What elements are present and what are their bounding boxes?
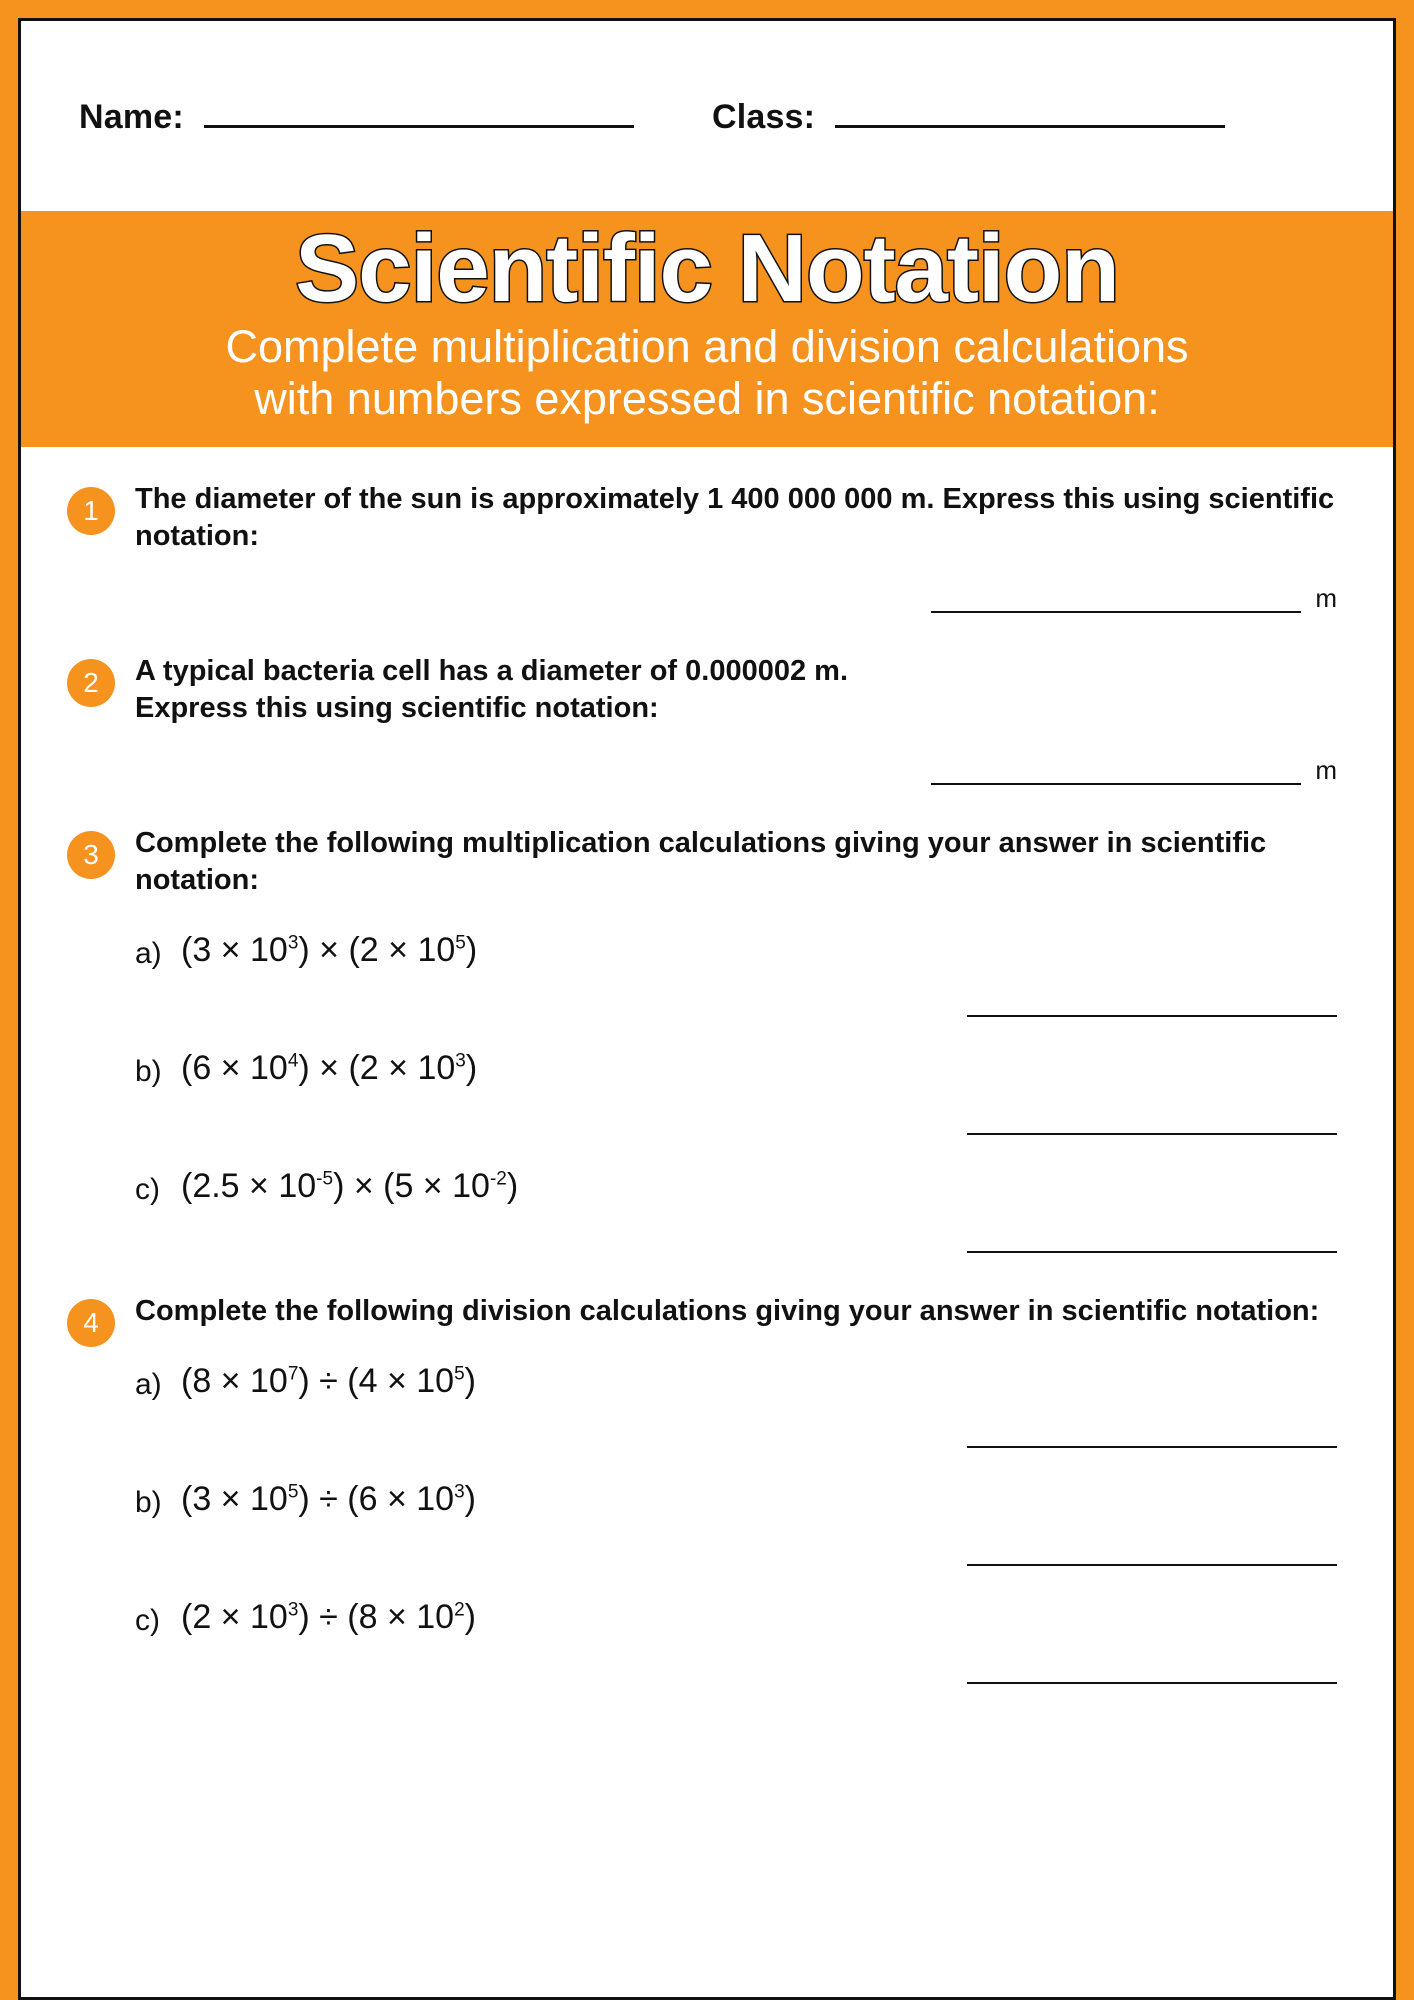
question-1-unit: m [1315,582,1337,613]
q4c-base1: (2 × 10 [181,1598,288,1637]
question-4 [67,1293,1353,1684]
q4b-mid: ) ÷ (6 × 10 [298,1480,455,1519]
question-4-part-a [135,1356,1353,1402]
question-3-part-b-label: b) [135,1055,162,1089]
question-4-part-b [135,1474,1353,1520]
q4a-mid: ) ÷ (4 × 10 [298,1362,455,1401]
question-3-part-b-answer-line[interactable] [967,1107,1337,1135]
spacer-1 [67,613,1353,653]
question-2-body [135,653,1353,727]
subtitle-line-2: with numbers expressed in scientific notation: [254,373,1160,425]
question-3-body [135,825,1353,1253]
student-id-bar [21,21,1393,211]
question-4-part-a-label: a) [135,1368,162,1402]
question-3-part-b-answer-row [135,1107,1353,1135]
q3a-end: ) [465,931,478,970]
q4a-exp2: 5 [454,1364,465,1386]
question-1-answer-row [67,582,1353,613]
q3b-mid: ) × (2 × 10 [298,1049,456,1088]
question-2-number: 2 [67,659,115,707]
subtitle-line-1: Complete multiplication and division calculations [225,320,1189,372]
question-1-answer-line[interactable] [931,585,1301,613]
q3b-end: ) [465,1049,478,1088]
question-4-part-b-label: b) [135,1486,162,1520]
worksheet-sheet [18,18,1396,2000]
q3b-exp2: 3 [455,1050,466,1072]
q4c-mid: ) ÷ (8 × 10 [298,1598,455,1637]
class-field-group [712,95,1225,137]
question-1-body [135,481,1353,555]
question-3-part-b [135,1043,1353,1089]
q3a-mid: ) × (2 × 10 [298,931,456,970]
q4a-base1: (8 × 10 [181,1362,288,1401]
question-4-number: 4 [67,1299,115,1347]
question-3-part-c-label: c) [135,1173,160,1207]
question-4-part-b-answer-row [135,1538,1353,1566]
question-4-part-c-answer-row [135,1656,1353,1684]
question-3-part-c-answer-row [135,1225,1353,1253]
q3c-exp2: -2 [489,1168,507,1190]
q3a-exp1: 3 [287,932,299,954]
q4b-end: ) [464,1480,476,1519]
question-3-part-c [135,1161,1353,1207]
q3c-base1: (2.5 × 10 [181,1167,317,1206]
question-4-part-c-answer-line[interactable] [967,1656,1337,1684]
name-label: Name: [79,98,184,136]
q4c-exp2: 2 [454,1600,465,1622]
q4a-end: ) [464,1362,476,1401]
name-input-line[interactable] [204,95,634,128]
q4b-base1: (3 × 10 [181,1480,288,1519]
q3c-end: ) [506,1167,519,1206]
q3b-base1: (6 × 10 [181,1049,288,1088]
question-4-part-c-label: c) [135,1604,160,1638]
q4a-exp1: 7 [287,1364,299,1386]
question-2-answer-row [67,757,1353,785]
q3c-exp1: -5 [316,1168,334,1190]
question-3-number: 3 [67,831,115,879]
question-3-part-b-expression [181,1043,477,1088]
question-3-part-a-answer-line[interactable] [967,989,1337,1017]
question-2-subtext: Express this using scientific notation: [135,691,659,724]
question-4-part-b-expression [181,1474,476,1519]
title-band [21,211,1393,447]
q4c-exp1: 3 [287,1600,299,1622]
questions-container [21,447,1393,1685]
q4b-exp2: 3 [454,1482,465,1504]
question-4-body [135,1293,1353,1684]
question-1-number: 1 [67,487,115,535]
spacer-2 [67,785,1353,825]
class-input-line[interactable] [835,95,1225,128]
question-4-part-a-answer-line[interactable] [967,1420,1337,1448]
q3b-exp1: 4 [287,1050,299,1072]
page-title: Scientific Notation [295,215,1119,322]
q4c-end: ) [464,1598,476,1637]
question-1 [67,481,1353,555]
question-4-part-a-expression [181,1356,476,1401]
question-3-text: Complete the following multiplication calculations giving your answer in scientific notation: [135,827,1267,897]
question-4-text: Complete the following division calculations giving your answer in scientific notation: [135,1295,1320,1328]
question-3 [67,825,1353,1253]
question-4-part-a-answer-row [135,1420,1353,1448]
q3a-base1: (3 × 10 [181,931,288,970]
name-field-group [79,95,634,137]
question-3-part-c-expression [181,1161,518,1206]
question-3-part-a-expression [181,925,477,970]
q3c-mid: ) × (5 × 10 [333,1167,490,1206]
spacer-3 [67,1253,1353,1293]
class-label: Class: [711,98,816,136]
q4b-exp1: 5 [287,1482,299,1504]
question-3-part-a-label: a) [135,937,162,971]
question-4-part-c [135,1592,1353,1638]
question-4-part-c-expression [181,1592,476,1637]
question-2-unit: m [1315,755,1337,786]
question-4-part-b-answer-line[interactable] [967,1538,1337,1566]
question-3-part-a-answer-row [135,989,1353,1017]
question-2-answer-line[interactable] [931,757,1301,785]
question-2 [67,653,1353,727]
q3a-exp2: 5 [455,932,466,954]
question-2-text: A typical bacteria cell has a diameter of 0.000002 m. [135,654,849,687]
question-3-part-c-answer-line[interactable] [967,1225,1337,1253]
question-3-part-a [135,925,1353,971]
question-1-text: The diameter of the sun is approximately 1 400 000 000 m. Express this using scientific notation: [135,482,1335,552]
